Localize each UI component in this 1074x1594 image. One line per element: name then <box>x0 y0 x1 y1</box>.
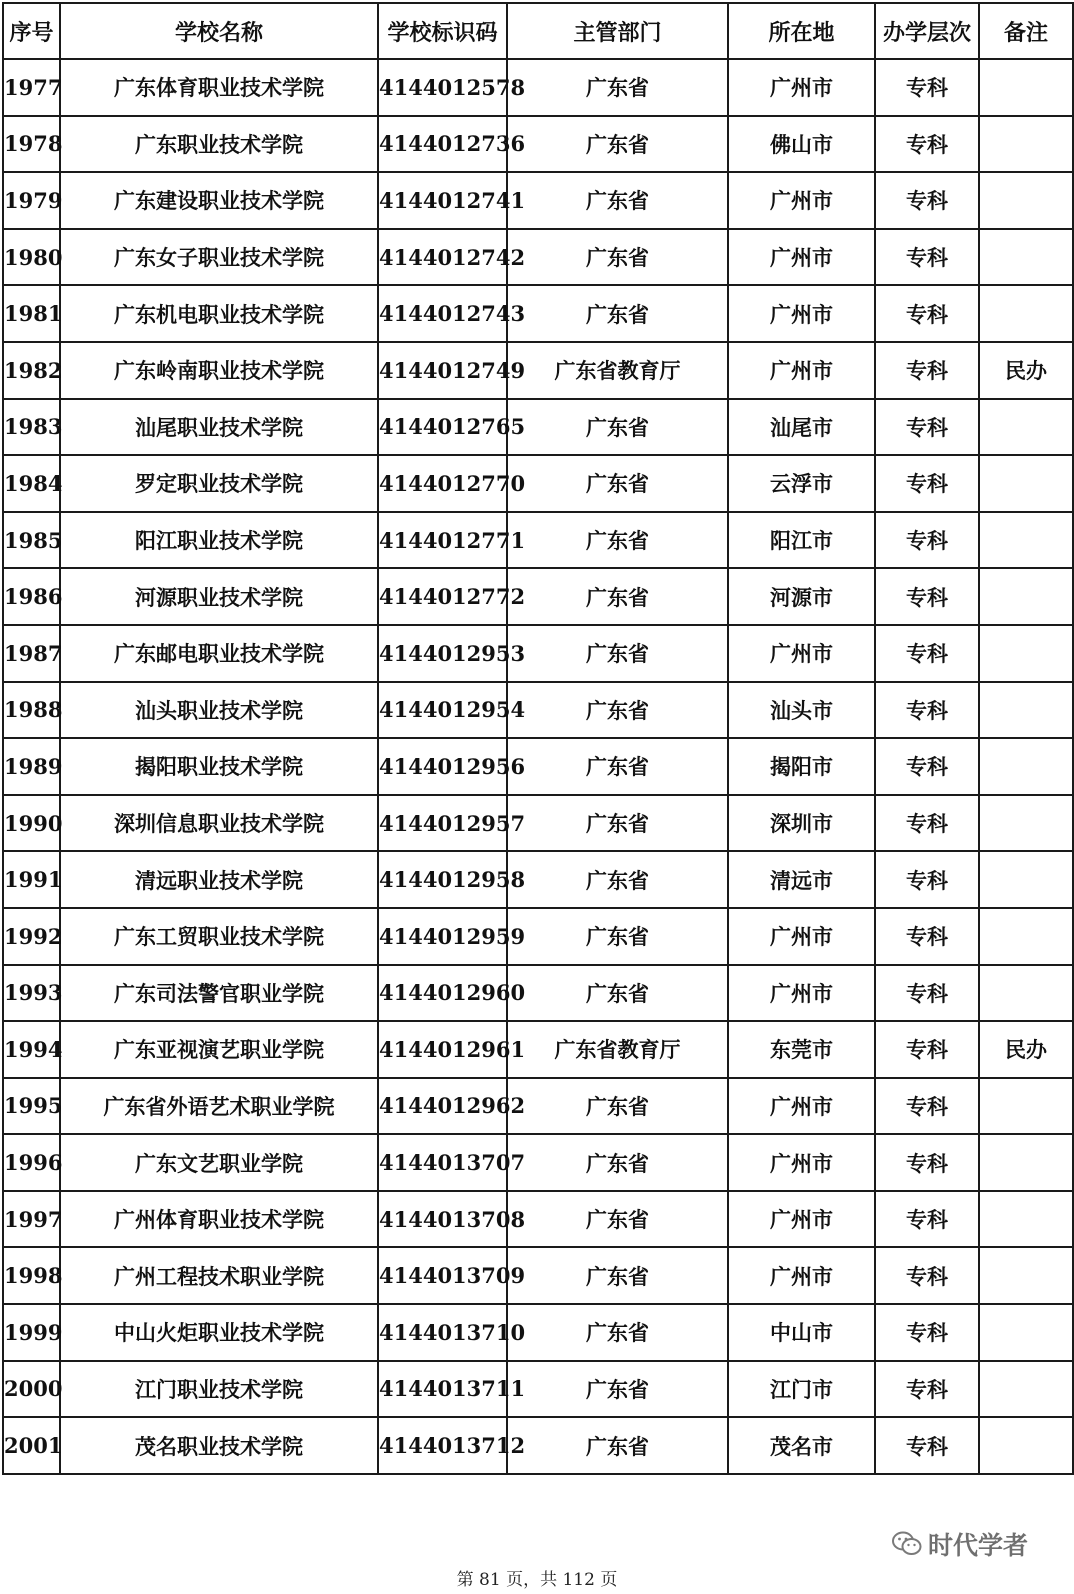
cell-department: 广东省 <box>507 229 728 286</box>
cell-school-code: 4144012957 <box>378 795 507 852</box>
table-row <box>3 625 1073 682</box>
cell-department: 广东省 <box>507 1247 728 1304</box>
table-row <box>3 1078 1073 1135</box>
cell-seq: 1977 <box>3 59 60 116</box>
cell-level: 专科 <box>875 512 979 569</box>
cell-seq: 1989 <box>3 738 60 795</box>
cell-department: 广东省 <box>507 1304 728 1361</box>
cell-seq: 1998 <box>3 1247 60 1304</box>
table-row <box>3 1021 1073 1078</box>
cell-department: 广东省 <box>507 1361 728 1418</box>
cell-department: 广东省 <box>507 795 728 852</box>
table-row <box>3 229 1073 286</box>
cell-school-code: 4144012956 <box>378 738 507 795</box>
cell-note <box>979 1361 1073 1418</box>
cell-location: 汕头市 <box>728 682 875 739</box>
cell-location: 云浮市 <box>728 455 875 512</box>
cell-school-name: 广东机电职业技术学院 <box>60 285 378 342</box>
table-row <box>3 59 1073 116</box>
cell-seq: 1980 <box>3 229 60 286</box>
cell-school-code: 4144013711 <box>378 1361 507 1418</box>
cell-school-name: 广东岭南职业技术学院 <box>60 342 378 399</box>
cell-school-code: 4144013708 <box>378 1191 507 1248</box>
cell-school-code: 4144012736 <box>378 116 507 173</box>
cell-school-code: 4144012958 <box>378 851 507 908</box>
cell-note <box>979 399 1073 456</box>
cell-seq: 1988 <box>3 682 60 739</box>
cell-level: 专科 <box>875 1361 979 1418</box>
cell-level: 专科 <box>875 1247 979 1304</box>
cell-location: 深圳市 <box>728 795 875 852</box>
cell-note <box>979 1304 1073 1361</box>
cell-school-name: 中山火炬职业技术学院 <box>60 1304 378 1361</box>
cell-level: 专科 <box>875 1021 979 1078</box>
wechat-icon <box>892 1531 922 1557</box>
cell-note: 民办 <box>979 342 1073 399</box>
header-school-name: 学校名称 <box>60 3 378 59</box>
table-row <box>3 172 1073 229</box>
table-row <box>3 965 1073 1022</box>
cell-note <box>979 455 1073 512</box>
cell-school-name: 广东体育职业技术学院 <box>60 59 378 116</box>
cell-school-name: 河源职业技术学院 <box>60 568 378 625</box>
cell-department: 广东省 <box>507 285 728 342</box>
cell-location: 江门市 <box>728 1361 875 1418</box>
cell-school-name: 广东司法警官职业学院 <box>60 965 378 1022</box>
table-row <box>3 116 1073 173</box>
cell-location: 广州市 <box>728 59 875 116</box>
table-row <box>3 455 1073 512</box>
cell-note <box>979 851 1073 908</box>
cell-note <box>979 512 1073 569</box>
cell-department: 广东省 <box>507 738 728 795</box>
cell-school-code: 4144012771 <box>378 512 507 569</box>
cell-school-code: 4144013710 <box>378 1304 507 1361</box>
table-row <box>3 1134 1073 1191</box>
school-roster-table <box>2 2 1074 1475</box>
cell-note <box>979 285 1073 342</box>
cell-level: 专科 <box>875 908 979 965</box>
cell-location: 汕尾市 <box>728 399 875 456</box>
table-row <box>3 738 1073 795</box>
cell-department: 广东省 <box>507 455 728 512</box>
cell-level: 专科 <box>875 795 979 852</box>
cell-school-name: 广东职业技术学院 <box>60 116 378 173</box>
cell-seq: 1983 <box>3 399 60 456</box>
cell-seq: 1979 <box>3 172 60 229</box>
cell-level: 专科 <box>875 625 979 682</box>
cell-school-name: 深圳信息职业技术学院 <box>60 795 378 852</box>
cell-location: 中山市 <box>728 1304 875 1361</box>
cell-school-code: 4144012960 <box>378 965 507 1022</box>
cell-school-code: 4144013707 <box>378 1134 507 1191</box>
table-header-row <box>3 3 1073 59</box>
table-row <box>3 568 1073 625</box>
cell-level: 专科 <box>875 172 979 229</box>
cell-level: 专科 <box>875 965 979 1022</box>
cell-department: 广东省 <box>507 1191 728 1248</box>
cell-location: 茂名市 <box>728 1417 875 1474</box>
cell-department: 广东省 <box>507 908 728 965</box>
cell-school-name: 广州体育职业技术学院 <box>60 1191 378 1248</box>
cell-level: 专科 <box>875 455 979 512</box>
watermark <box>892 1526 1028 1562</box>
cell-note <box>979 625 1073 682</box>
cell-school-code: 4144013712 <box>378 1417 507 1474</box>
cell-school-code: 4144012772 <box>378 568 507 625</box>
cell-level: 专科 <box>875 1191 979 1248</box>
cell-school-code: 4144012961 <box>378 1021 507 1078</box>
table-row <box>3 1191 1073 1248</box>
header-location: 所在地 <box>728 3 875 59</box>
cell-school-name: 广州工程技术职业学院 <box>60 1247 378 1304</box>
cell-location: 阳江市 <box>728 512 875 569</box>
cell-department: 广东省 <box>507 682 728 739</box>
cell-department: 广东省 <box>507 851 728 908</box>
header-department: 主管部门 <box>507 3 728 59</box>
cell-school-code: 4144012743 <box>378 285 507 342</box>
cell-school-code: 4144012749 <box>378 342 507 399</box>
header-note: 备注 <box>979 3 1073 59</box>
cell-department: 广东省教育厅 <box>507 1021 728 1078</box>
cell-department: 广东省 <box>507 568 728 625</box>
cell-level: 专科 <box>875 1304 979 1361</box>
cell-seq: 1992 <box>3 908 60 965</box>
cell-seq: 1986 <box>3 568 60 625</box>
cell-level: 专科 <box>875 59 979 116</box>
cell-seq: 2000 <box>3 1361 60 1418</box>
cell-department: 广东省 <box>507 1417 728 1474</box>
cell-department: 广东省 <box>507 1134 728 1191</box>
cell-school-name: 广东邮电职业技术学院 <box>60 625 378 682</box>
cell-school-code: 4144013709 <box>378 1247 507 1304</box>
cell-department: 广东省 <box>507 59 728 116</box>
cell-seq: 1990 <box>3 795 60 852</box>
cell-location: 广州市 <box>728 1247 875 1304</box>
cell-level: 专科 <box>875 229 979 286</box>
cell-school-name: 茂名职业技术学院 <box>60 1417 378 1474</box>
cell-school-name: 江门职业技术学院 <box>60 1361 378 1418</box>
cell-note <box>979 738 1073 795</box>
cell-note <box>979 1191 1073 1248</box>
watermark-text: 时代学者 <box>927 1531 1028 1560</box>
header-school-code: 学校标识码 <box>378 3 507 59</box>
cell-department: 广东省 <box>507 116 728 173</box>
table-row <box>3 1417 1073 1474</box>
cell-school-code: 4144012578 <box>378 59 507 116</box>
cell-note <box>979 172 1073 229</box>
cell-level: 专科 <box>875 738 979 795</box>
cell-location: 揭阳市 <box>728 738 875 795</box>
cell-seq: 1985 <box>3 512 60 569</box>
cell-seq: 1981 <box>3 285 60 342</box>
table-row <box>3 512 1073 569</box>
cell-school-code: 4144012962 <box>378 1078 507 1135</box>
cell-location: 广州市 <box>728 229 875 286</box>
cell-seq: 1995 <box>3 1078 60 1135</box>
cell-level: 专科 <box>875 1417 979 1474</box>
cell-department: 广东省 <box>507 512 728 569</box>
cell-department: 广东省 <box>507 625 728 682</box>
header-seq: 序号 <box>3 3 60 59</box>
cell-location: 广州市 <box>728 908 875 965</box>
cell-note <box>979 1247 1073 1304</box>
table-row <box>3 795 1073 852</box>
cell-level: 专科 <box>875 682 979 739</box>
cell-school-name: 揭阳职业技术学院 <box>60 738 378 795</box>
cell-school-code: 4144012770 <box>378 455 507 512</box>
cell-location: 广州市 <box>728 965 875 1022</box>
cell-department: 广东省 <box>507 399 728 456</box>
cell-seq: 1994 <box>3 1021 60 1078</box>
cell-level: 专科 <box>875 116 979 173</box>
cell-seq: 1991 <box>3 851 60 908</box>
cell-school-name: 汕尾职业技术学院 <box>60 399 378 456</box>
cell-school-name: 广东女子职业技术学院 <box>60 229 378 286</box>
cell-school-code: 4144012959 <box>378 908 507 965</box>
cell-location: 广州市 <box>728 1191 875 1248</box>
table-row <box>3 851 1073 908</box>
header-level: 办学层次 <box>875 3 979 59</box>
cell-school-name: 阳江职业技术学院 <box>60 512 378 569</box>
cell-location: 佛山市 <box>728 116 875 173</box>
cell-location: 广州市 <box>728 1078 875 1135</box>
table-body <box>3 59 1073 1474</box>
cell-note <box>979 116 1073 173</box>
cell-note: 民办 <box>979 1021 1073 1078</box>
cell-note <box>979 908 1073 965</box>
cell-level: 专科 <box>875 399 979 456</box>
cell-seq: 1984 <box>3 455 60 512</box>
cell-level: 专科 <box>875 342 979 399</box>
cell-location: 广州市 <box>728 285 875 342</box>
cell-seq: 1999 <box>3 1304 60 1361</box>
cell-school-name: 清远职业技术学院 <box>60 851 378 908</box>
cell-school-code: 4144012953 <box>378 625 507 682</box>
cell-level: 专科 <box>875 568 979 625</box>
table-row <box>3 1247 1073 1304</box>
cell-location: 广州市 <box>728 342 875 399</box>
cell-location: 广州市 <box>728 172 875 229</box>
cell-location: 东莞市 <box>728 1021 875 1078</box>
cell-school-name: 汕头职业技术学院 <box>60 682 378 739</box>
cell-school-name: 广东省外语艺术职业学院 <box>60 1078 378 1135</box>
cell-seq: 1987 <box>3 625 60 682</box>
cell-school-name: 罗定职业技术学院 <box>60 455 378 512</box>
table-row <box>3 1304 1073 1361</box>
table-row <box>3 908 1073 965</box>
cell-location: 广州市 <box>728 625 875 682</box>
cell-level: 专科 <box>875 285 979 342</box>
table-row <box>3 682 1073 739</box>
cell-seq: 1993 <box>3 965 60 1022</box>
table-row <box>3 342 1073 399</box>
cell-note <box>979 1417 1073 1474</box>
cell-note <box>979 229 1073 286</box>
cell-seq: 1978 <box>3 116 60 173</box>
cell-school-name: 广东文艺职业学院 <box>60 1134 378 1191</box>
cell-department: 广东省教育厅 <box>507 342 728 399</box>
cell-location: 河源市 <box>728 568 875 625</box>
cell-level: 专科 <box>875 1078 979 1135</box>
cell-note <box>979 1078 1073 1135</box>
cell-department: 广东省 <box>507 965 728 1022</box>
cell-school-code: 4144012954 <box>378 682 507 739</box>
table-row <box>3 285 1073 342</box>
cell-school-code: 4144012742 <box>378 229 507 286</box>
cell-location: 广州市 <box>728 1134 875 1191</box>
page-footer: 第 81 页，共 112 页 <box>456 1570 618 1590</box>
cell-note <box>979 965 1073 1022</box>
cell-note <box>979 568 1073 625</box>
cell-department: 广东省 <box>507 172 728 229</box>
cell-school-code: 4144012741 <box>378 172 507 229</box>
cell-school-name: 广东工贸职业技术学院 <box>60 908 378 965</box>
table-row <box>3 399 1073 456</box>
cell-note <box>979 1134 1073 1191</box>
cell-school-name: 广东建设职业技术学院 <box>60 172 378 229</box>
cell-department: 广东省 <box>507 1078 728 1135</box>
cell-seq: 1982 <box>3 342 60 399</box>
table-row <box>3 1361 1073 1418</box>
cell-level: 专科 <box>875 1134 979 1191</box>
cell-note <box>979 682 1073 739</box>
cell-level: 专科 <box>875 851 979 908</box>
cell-note <box>979 795 1073 852</box>
cell-seq: 1997 <box>3 1191 60 1248</box>
cell-school-code: 4144012765 <box>378 399 507 456</box>
cell-seq: 2001 <box>3 1417 60 1474</box>
cell-note <box>979 59 1073 116</box>
cell-school-name: 广东亚视演艺职业学院 <box>60 1021 378 1078</box>
cell-seq: 1996 <box>3 1134 60 1191</box>
cell-location: 清远市 <box>728 851 875 908</box>
